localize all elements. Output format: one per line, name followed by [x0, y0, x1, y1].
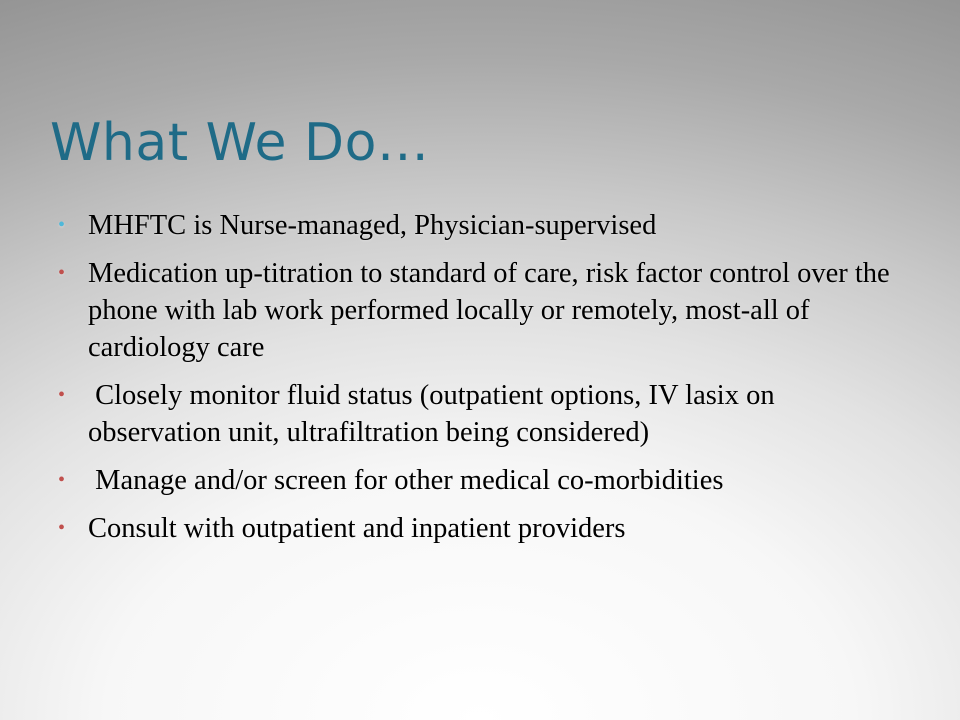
bullet-dot-icon: • [58, 262, 66, 284]
bullet-text: Medication up-titration to standard of care, risk factor control over the phone with lab work performed locally or remotely, most-all of cardiology care [88, 258, 897, 363]
list-item [58, 207, 908, 244]
bullet-text: Consult with outpatient and inpatient providers [88, 513, 626, 544]
bullet-text: Manage and/or screen for other medical co-morbidities [88, 465, 724, 496]
bullet-list [58, 207, 908, 558]
list-item [58, 377, 908, 451]
list-item [58, 462, 908, 499]
bullet-dot-icon: • [58, 214, 66, 236]
bullet-text: Closely monitor fluid status (outpatient options, IV lasix on observation unit, ultrafiltration being considered) [88, 380, 782, 448]
list-item [58, 510, 908, 547]
slide-title: What We Do… [50, 113, 430, 173]
bullet-text: MHFTC is Nurse-managed, Physician-supervised [88, 210, 657, 241]
bullet-dot-icon: • [58, 517, 66, 539]
list-item [58, 255, 908, 366]
bullet-dot-icon: • [58, 469, 66, 491]
bullet-dot-icon: • [58, 384, 66, 406]
